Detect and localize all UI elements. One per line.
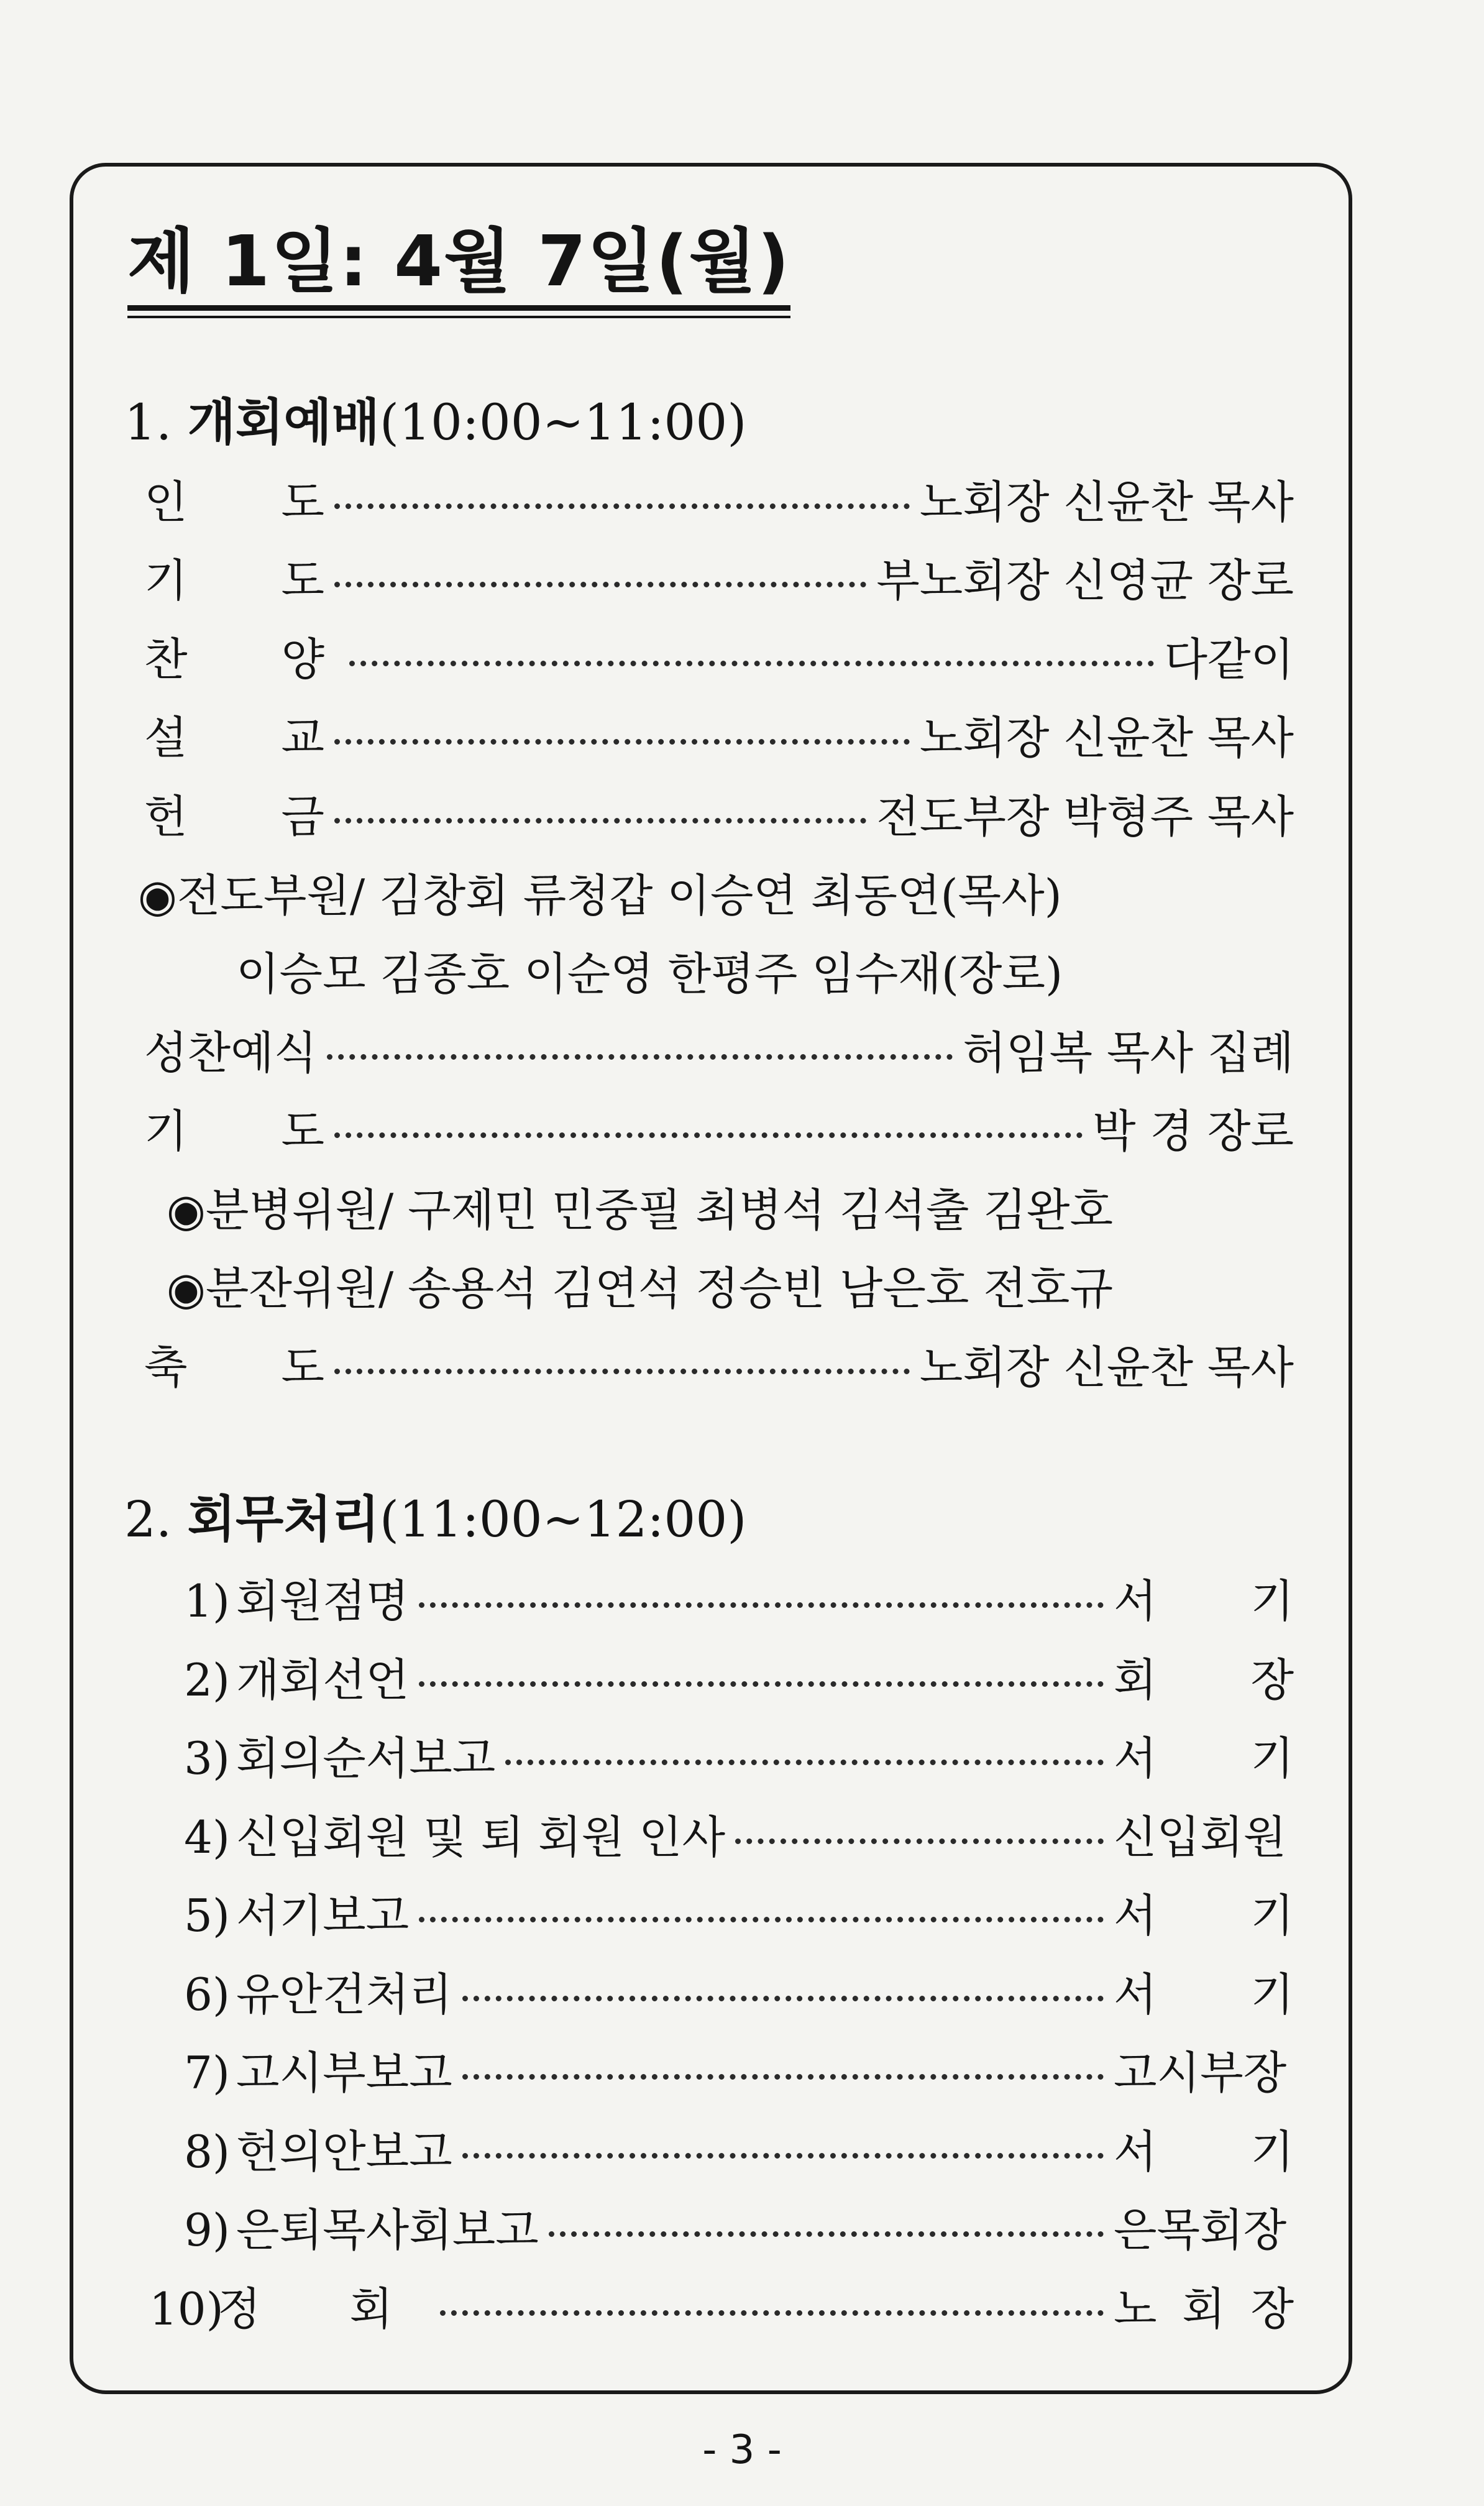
- section-2-number: 2.: [124, 1490, 172, 1548]
- program-row-prayer: [144, 554, 1294, 607]
- business-item-label-group: [168, 2047, 452, 2099]
- business-item-number: 5): [184, 1889, 230, 1942]
- leader-dots: [462, 2074, 1104, 2080]
- presenter-char: 기: [1250, 1575, 1294, 1627]
- leader-dots: [334, 1132, 1083, 1138]
- row-value: 다같이: [1164, 633, 1294, 686]
- business-item-number: 4): [184, 1811, 230, 1863]
- leader-dots: [505, 1760, 1104, 1765]
- row-label: [144, 712, 324, 764]
- row-label: 성찬예식: [144, 1027, 318, 1079]
- business-item-number: 9): [184, 2204, 230, 2256]
- row-label: [144, 633, 324, 686]
- row-label: [144, 1105, 324, 1157]
- business-item-label: 회의순서보고: [236, 1732, 496, 1784]
- business-item-label: 고시부보고: [236, 2047, 452, 2099]
- row-label: [144, 791, 324, 843]
- presenter-char: 기: [1250, 1968, 1294, 2021]
- row-label-char-1: 기: [144, 554, 188, 607]
- business-item-label: 정 회: [218, 2282, 430, 2335]
- section-2-title: 회무처리: [187, 1490, 380, 1548]
- business-item-row: [168, 1968, 1294, 2021]
- bread-distribution-members: ◉분병위원/ 구제민 민중필 최병석 김석출 김완호: [167, 1184, 1114, 1236]
- section-1-title: 개회예배: [187, 393, 380, 451]
- program-row-benediction: [144, 1341, 1294, 1393]
- business-item-number: 6): [184, 1968, 230, 2021]
- business-item-presenter: [1114, 1653, 1294, 1706]
- day-title: 제 1일: 4월 7일(월): [127, 221, 790, 302]
- leader-dots: [349, 661, 1154, 666]
- row-value: 노회장 신윤찬 목사: [919, 476, 1294, 528]
- row-value: 부노회장 신영균 장로: [876, 554, 1294, 607]
- row-value: 전도부장 박형주 목사: [876, 791, 1294, 843]
- business-item-label-group: [168, 1575, 410, 1627]
- business-item-presenter: [1114, 1889, 1294, 1942]
- business-item-row: [168, 2125, 1294, 2178]
- business-item-label: 서기보고: [236, 1889, 410, 1942]
- row-value: 허임복 목사 집례: [963, 1027, 1294, 1079]
- row-label-char-2: 도: [281, 1105, 324, 1157]
- row-label: [144, 1341, 324, 1393]
- program-row-invocation: [144, 476, 1294, 528]
- business-item-presenter: [1114, 2282, 1294, 2335]
- presenter-char: 서: [1114, 1575, 1157, 1627]
- row-label-char-2: 양: [281, 633, 324, 686]
- business-item-number: 1): [184, 1575, 230, 1627]
- business-item-presenter: [1114, 1968, 1294, 2021]
- section-1-time: (10:00~11:00): [379, 393, 747, 451]
- section-1-heading: [124, 393, 747, 451]
- presenter-char: 기: [1250, 1889, 1294, 1942]
- row-label-char-2: 도: [281, 554, 324, 607]
- row-label-char-1: 헌: [144, 791, 188, 843]
- leader-dots: [440, 2310, 1104, 2316]
- business-item-label: 신입회원 및 퇴 회원 인사: [236, 1811, 726, 1863]
- presenter-char: 장: [1250, 1653, 1294, 1706]
- business-item-row: [168, 1889, 1294, 1942]
- evangelism-members-line-1: ◉전도부원/ 김창회 류청갑 이승연 최동연(목사): [138, 870, 1062, 922]
- leader-dots: [334, 503, 910, 509]
- business-item-row: [168, 1653, 1294, 1706]
- business-item-number: 2): [184, 1653, 230, 1706]
- presenter-char: 회: [1114, 1653, 1157, 1706]
- leader-dots: [334, 582, 866, 587]
- business-item-number: 7): [184, 2047, 230, 2099]
- row-label-char-1: 축: [144, 1341, 188, 1393]
- leader-dots: [334, 1369, 910, 1374]
- business-item-label-group: [168, 2204, 539, 2256]
- business-item-label: 헌의안보고: [236, 2125, 452, 2178]
- section-2-heading: [124, 1490, 747, 1548]
- leader-dots: [735, 1838, 1104, 1844]
- presenter-char: 기: [1250, 1732, 1294, 1784]
- row-label: [144, 476, 324, 528]
- leader-dots: [334, 739, 910, 745]
- row-value: 박 경 장로: [1092, 1105, 1294, 1157]
- business-item-label-group: [168, 1811, 726, 1863]
- business-item-label: 회원점명: [236, 1575, 410, 1627]
- section-1-number: 1.: [124, 393, 172, 451]
- business-item-row: [168, 1732, 1294, 1784]
- cup-distribution-members: ◉분잔위원/ 송용석 김연석 정승빈 남은호 전호규: [167, 1262, 1114, 1315]
- row-value: 노회장 신윤찬 목사: [919, 712, 1294, 764]
- leader-dots: [419, 1917, 1104, 1922]
- row-label-char-2: 도: [281, 476, 324, 528]
- leader-dots: [462, 2153, 1104, 2159]
- row-label-char-2: 금: [281, 791, 324, 843]
- business-item-row: [168, 1811, 1294, 1863]
- presenter-char: 서: [1114, 1732, 1157, 1784]
- presenter-char: 서: [1114, 1889, 1157, 1942]
- row-label-char-1: 기: [144, 1105, 188, 1157]
- presenter-char: 기: [1250, 2125, 1294, 2178]
- row-label-char-1: 인: [144, 476, 188, 528]
- row-label-char-2: 교: [281, 712, 324, 764]
- business-item-label-group: [168, 1968, 452, 2021]
- leader-dots: [419, 1602, 1104, 1608]
- presenter-char: 회: [1182, 2282, 1225, 2335]
- row-label-char-2: 도: [281, 1341, 324, 1393]
- business-item-label-group: [168, 1732, 496, 1784]
- leader-dots: [327, 1054, 953, 1060]
- business-item-label: 개회선언: [236, 1653, 410, 1706]
- section-2-time: (11:00~12:00): [379, 1490, 747, 1548]
- business-item-label-group: [149, 2282, 430, 2335]
- leader-dots: [549, 2231, 1104, 2237]
- business-item-number: 3): [184, 1732, 230, 1784]
- business-item-label-group: [168, 2125, 452, 2178]
- business-item-label-group: [168, 1653, 410, 1706]
- presenter-char: 노: [1114, 2282, 1157, 2335]
- business-item-row: [149, 2282, 1294, 2335]
- program-row-offering: [144, 791, 1294, 843]
- business-item-label-group: [168, 1889, 410, 1942]
- leader-dots: [462, 1996, 1104, 2001]
- row-label-char-1: 설: [144, 712, 188, 764]
- evangelism-members-line-2: 이승모 김종호 이순영 한평주 임수재(장로): [236, 948, 1063, 1000]
- business-item-number: 8): [184, 2125, 230, 2178]
- row-value: 노회장 신윤찬 목사: [919, 1341, 1294, 1393]
- day-title-block: [127, 221, 790, 318]
- business-item-presenter: 은목회장: [1114, 2204, 1287, 2256]
- business-item-number: 10): [149, 2282, 224, 2335]
- business-item-presenter: 신입회원: [1114, 1811, 1287, 1863]
- program-row-prayer-2: [144, 1105, 1294, 1157]
- business-item-row: [168, 2047, 1294, 2099]
- leader-dots: [419, 1681, 1104, 1687]
- title-double-underline: [127, 305, 790, 318]
- business-item-presenter: [1114, 1732, 1294, 1784]
- presenter-char: 장: [1250, 2282, 1294, 2335]
- business-item-label: 은퇴목사회보고: [236, 2204, 539, 2256]
- presenter-char: 서: [1114, 2125, 1157, 2178]
- business-item-presenter: [1114, 2125, 1294, 2178]
- business-item-label: 유안건처리: [236, 1968, 452, 2021]
- page-number: - 3 -: [702, 2427, 782, 2473]
- business-item-row: [168, 1575, 1294, 1627]
- presenter-char: 서: [1114, 1968, 1157, 2021]
- row-label-char-1: 찬: [144, 633, 188, 686]
- row-label: [144, 554, 324, 607]
- business-item-presenter: 고시부장: [1114, 2047, 1287, 2099]
- leader-dots: [334, 818, 866, 824]
- program-row-sermon: [144, 712, 1294, 764]
- business-item-row: [168, 2204, 1294, 2256]
- program-row-hymn: [144, 633, 1294, 686]
- business-item-presenter: [1114, 1575, 1294, 1627]
- program-row-communion: [144, 1027, 1294, 1079]
